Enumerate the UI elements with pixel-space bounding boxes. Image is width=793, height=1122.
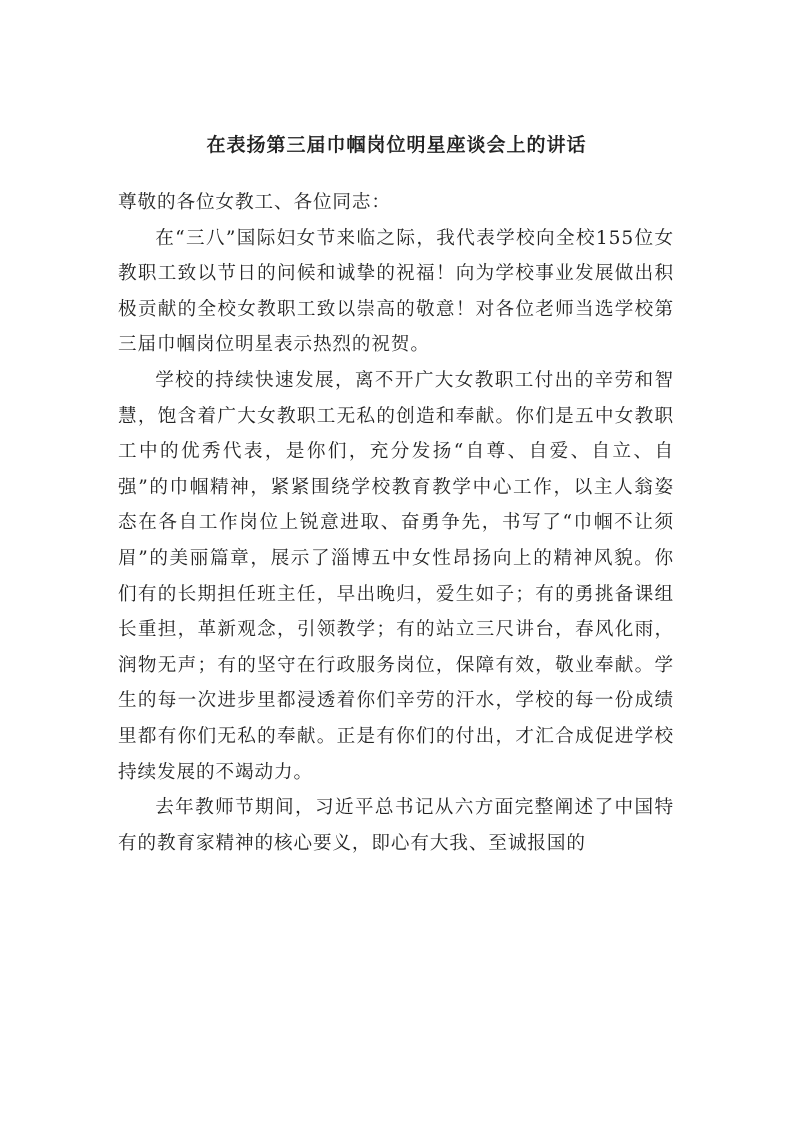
salutation: 尊敬的各位女教工、各位同志： [118,192,391,213]
paragraph-2: 学校的持续快速发展，离不开广大女教职工付出的辛劳和智慧，饱含着广大女教职工无私的创造和奉献。你们是五中女教职工中的优秀代表，是你们，充分发扬“自尊、自爱、自立、自强”的巾帼精神，紧紧围绕学校教育教学中心工作，以主人翁姿态在各自工作岗位上锐意进取、奋勇争先，书写了“巾帼不让须眉”的美丽篇章，展示了淄博五中女性昂扬向上的精神风貌。你们有的长期担任班主任，早出晚归，爱生如子；有的勇挑备课组长重担，革新观念，引领教学；有的站立三尺讲台，春风化雨，润物无声；有的坚守在行政服务岗位，保障有效，敬业奉献。学生的每一次进步里都浸透着你们辛劳的汗水，学校的每一份成绩里都有你们无私的奉献。正是有你们的付出，才汇合成促进学校持续发展的不竭动力。 [118,369,674,783]
document-body [118,185,674,861]
document-title: 在表扬第三届巾帼岗位明星座谈会上的讲话 [206,134,587,156]
paragraph-3: 去年教师节期间，习近平总书记从六方面完整阐述了中国特有的教育家精神的核心要义，即心有大我、至诚报国的 [118,797,674,854]
paragraph-1: 在“三八”国际妇女节来临之际，我代表学校向全校155位女教职工致以节日的问候和诚挚的祝福！向为学校事业发展做出积极贡献的全校女教职工致以崇高的敬意！对各位老师当选学校第三届巾帼岗位明星表示热烈的祝贺。 [118,227,674,356]
